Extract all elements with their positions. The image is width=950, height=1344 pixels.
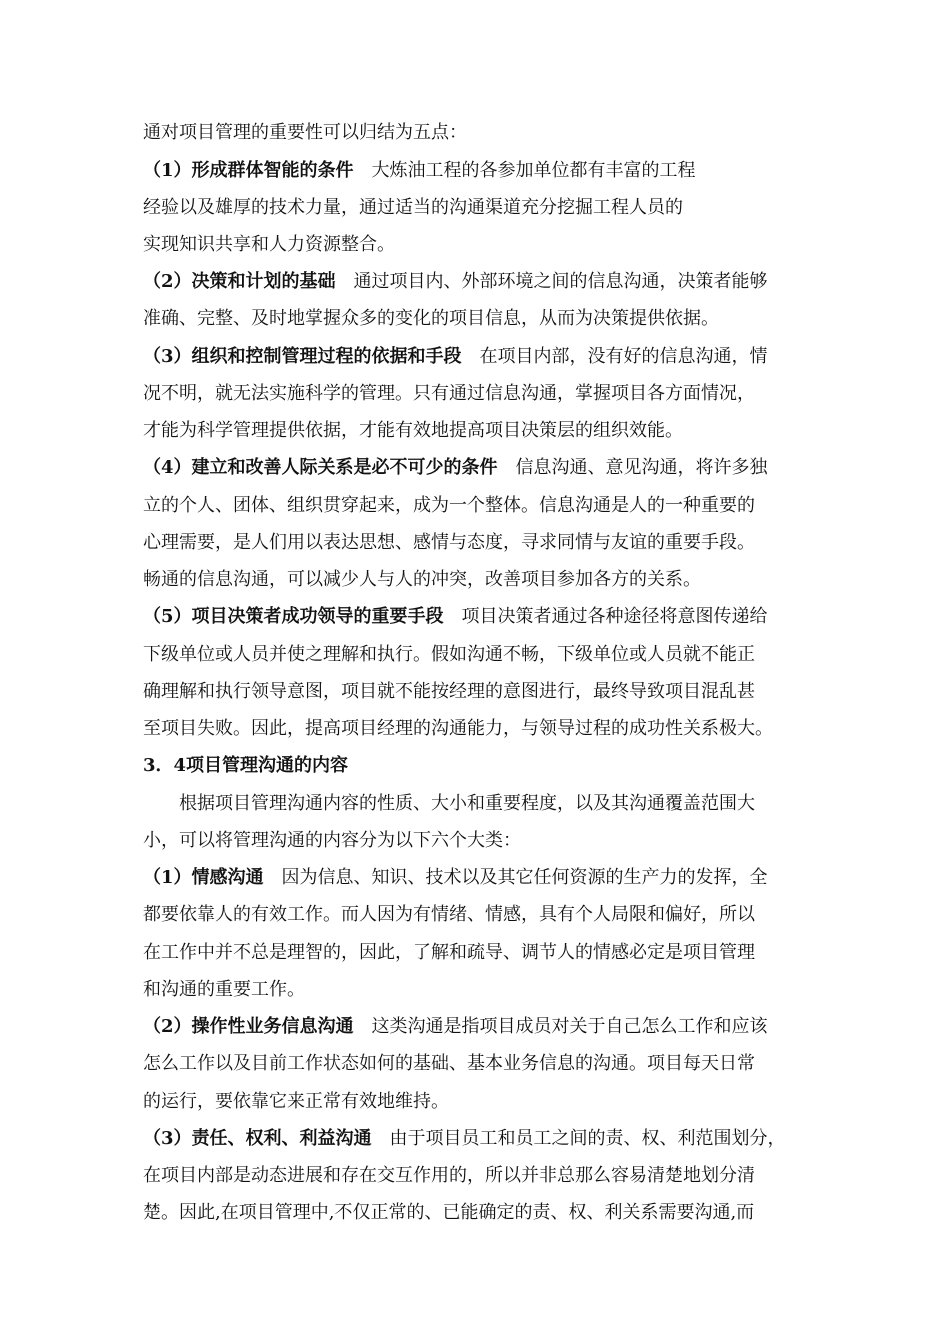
text-line xyxy=(143,345,768,369)
text-line xyxy=(143,568,701,592)
paragraph-text: 实现知识共享和人力资源整合。 xyxy=(143,234,395,255)
text-line xyxy=(143,159,753,183)
bold-heading: （1）形成群体智能的条件 xyxy=(143,160,354,181)
text-line xyxy=(143,978,305,1002)
paragraph-text: 通过项目内、外部环境之间的信息沟通，决策者能够 xyxy=(335,271,768,292)
paragraph-text: 的运行，要依靠它来正常有效地维持。 xyxy=(143,1091,449,1112)
paragraph-text: 准确、完整、及时地掌握众多的变化的项目信息，从而为决策提供依据。 xyxy=(143,308,719,329)
bold-heading: （4）建立和改善人际关系是必不可少的条件 xyxy=(143,457,498,478)
text-line xyxy=(143,419,683,443)
text-line xyxy=(143,605,768,629)
paragraph-text: 根据项目管理沟通内容的性质、大小和重要程度，以及其沟通覆盖范围大 xyxy=(143,793,755,814)
text-line xyxy=(143,829,521,853)
paragraph-text: 由于项目员工和员工之间的责、权、利范围划分， xyxy=(371,1128,786,1149)
bold-heading: （2）决策和计划的基础 xyxy=(143,271,336,292)
paragraph-text: 和沟通的重要工作。 xyxy=(143,979,305,1000)
text-line xyxy=(143,307,719,331)
paragraph-text: 信息沟通、意见沟通，将许多独 xyxy=(497,457,768,478)
text-line xyxy=(143,1201,754,1225)
paragraph-text: 才能为科学管理提供依据，才能有效地提高项目决策层的组织效能。 xyxy=(143,420,683,441)
bold-heading: （2）操作性业务信息沟通 xyxy=(143,1016,354,1037)
paragraph-text: 在项目内部是动态进展和存在交互作用的，所以并非总那么容易清楚地划分清 xyxy=(143,1165,755,1186)
paragraph-text: 大炼油工程的各参加单位都有丰富的工程 xyxy=(353,160,696,181)
text-line xyxy=(143,196,753,220)
paragraph-text: 况不明，就无法实施科学的管理。只有通过信息沟通，掌握项目各方面情况， xyxy=(143,383,755,404)
paragraph-text: 下级单位或人员并使之理解和执行。假如沟通不畅，下级单位或人员就不能正 xyxy=(143,644,755,665)
text-line xyxy=(143,643,755,667)
paragraph-text: 立的个人、团体、组织贯穿起来，成为一个整体。信息沟通是人的一种重要的 xyxy=(143,495,755,516)
text-line xyxy=(143,1052,755,1076)
bold-heading: （3）责任、权利、利益沟通 xyxy=(143,1128,372,1149)
text-line xyxy=(143,1164,755,1188)
text-line xyxy=(143,1090,449,1114)
text-line xyxy=(143,941,755,965)
text-line xyxy=(143,717,773,741)
paragraph-text: 确理解和执行领导意图，项目就不能按经理的意图进行，最终导致项目混乱甚 xyxy=(143,681,755,702)
paragraph-text: 经验以及雄厚的技术力量，通过适当的沟通渠道充分挖掘工程人员的 xyxy=(143,197,683,218)
bold-heading: （5）项目决策者成功领导的重要手段 xyxy=(143,606,444,627)
text-line xyxy=(143,456,768,480)
paragraph-text: 怎么工作以及目前工作状态如何的基础、基本业务信息的沟通。项目每天日常 xyxy=(143,1053,755,1074)
paragraph-text: 这类沟通是指项目成员对关于自己怎么工作和应该 xyxy=(353,1016,768,1037)
bold-heading: 3．4项目管理沟通的内容 xyxy=(143,755,349,776)
text-line xyxy=(143,792,755,816)
bold-heading: （3）组织和控制管理过程的依据和手段 xyxy=(143,346,462,367)
section-heading xyxy=(143,754,348,778)
paragraph-text: 至项目失败。因此，提高项目经理的沟通能力，与领导过程的成功性关系极大。 xyxy=(143,718,773,739)
paragraph-text: 楚。因此,在项目管理中,不仅正常的、已能确定的责、权、利关系需要沟通,而 xyxy=(143,1202,755,1223)
text-line xyxy=(143,382,755,406)
text-line xyxy=(143,866,768,890)
paragraph-text: 小，可以将管理沟通的内容分为以下六个大类： xyxy=(143,830,521,851)
paragraph-text: 在工作中并不总是理智的，因此，了解和疏导、调节人的情感必定是项目管理 xyxy=(143,942,755,963)
text-line xyxy=(143,270,768,294)
text-line xyxy=(143,531,755,555)
paragraph-text: 项目决策者通过各种途径将意图传递给 xyxy=(443,606,768,627)
text-line xyxy=(143,903,755,927)
paragraph-text: 在项目内部，没有好的信息沟通，情 xyxy=(461,346,768,367)
paragraph-text: 都要依靠人的有效工作。而人因为有情绪、情感，具有个人局限和偏好，所以 xyxy=(143,904,755,925)
paragraph-text: 畅通的信息沟通，可以减少人与人的冲突，改善项目参加各方的关系。 xyxy=(143,569,701,590)
text-line xyxy=(143,680,755,704)
text-line xyxy=(143,1127,786,1151)
text-line xyxy=(143,233,395,257)
bold-heading: （1）情感沟通 xyxy=(143,867,264,888)
text-line xyxy=(143,1015,768,1039)
paragraph-text: 心理需要，是人们用以表达思想、感情与态度，寻求同情与友谊的重要手段。 xyxy=(143,532,755,553)
paragraph-text: 因为信息、知识、技术以及其它任何资源的生产力的发挥，全 xyxy=(263,867,768,888)
text-line xyxy=(143,494,755,518)
text-line xyxy=(143,121,467,145)
paragraph-text: 通对项目管理的重要性可以归结为五点： xyxy=(143,122,467,143)
